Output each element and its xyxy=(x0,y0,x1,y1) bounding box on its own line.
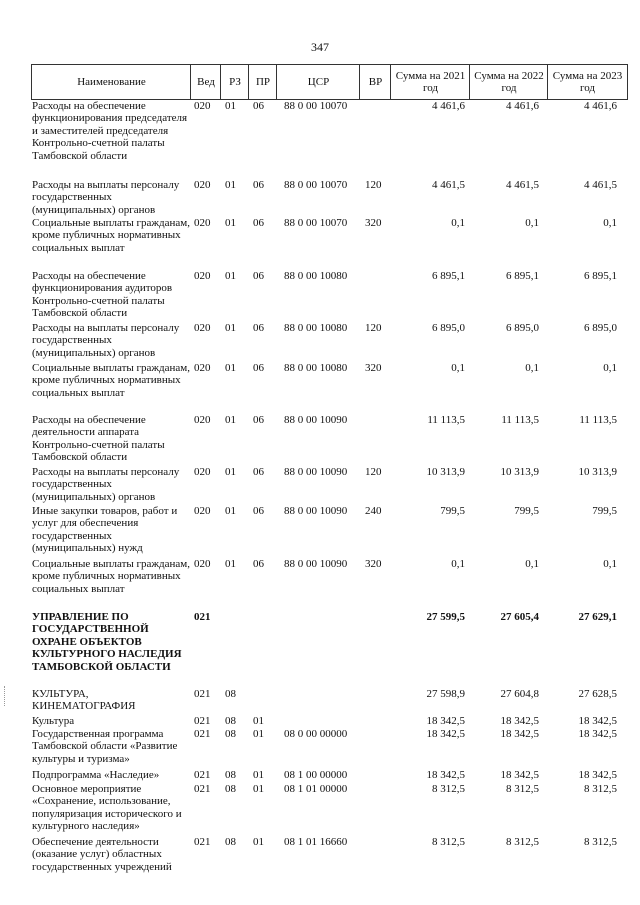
page-number: 347 xyxy=(311,40,329,54)
row-name: Расходы на выплаты персоналу государственных (муниципальных) органов xyxy=(32,179,180,216)
row-sum-2023: 8 312,5 xyxy=(584,783,617,795)
row-sum-2022: 11 113,5 xyxy=(501,414,539,426)
table-header xyxy=(31,64,627,100)
row-rz: 08 xyxy=(225,728,236,740)
row-ved: 021 xyxy=(194,783,211,795)
row-sum-2023: 8 312,5 xyxy=(584,836,617,848)
row-ved: 021 xyxy=(194,836,211,848)
row-pr: 06 xyxy=(253,414,264,426)
row-rz: 01 xyxy=(225,179,236,191)
row-sum-2023: 18 342,5 xyxy=(578,769,617,781)
row-name: Социальные выплаты гражданам, кроме публичных нормативных социальных выплат xyxy=(32,558,190,595)
row-ved: 020 xyxy=(194,414,211,426)
row-pr: 06 xyxy=(253,179,264,191)
row-rz: 01 xyxy=(225,466,236,478)
row-name: Расходы на обеспечение деятельности аппарата Контрольно-счетной палаты Тамбовской области xyxy=(32,414,165,464)
row-rz: 08 xyxy=(225,769,236,781)
budget-table xyxy=(31,64,627,873)
row-pr: 06 xyxy=(253,100,264,112)
row-sum-2022: 0,1 xyxy=(525,558,539,570)
row-sum-2023: 27 628,5 xyxy=(578,688,617,700)
row-rz: 01 xyxy=(225,100,236,112)
row-vr: 120 xyxy=(365,322,382,334)
row-name: Основное мероприятие «Сохранение, использование, популяризация исторического и культурного наследия» xyxy=(32,783,182,833)
row-vr: 320 xyxy=(365,217,382,229)
row-csr: 88 0 00 10080 xyxy=(284,362,348,374)
row-ved: 021 xyxy=(194,688,211,700)
row-sum-2022: 0,1 xyxy=(525,217,539,229)
row-csr: 08 1 01 16660 xyxy=(284,836,348,848)
row-sum-2023: 10 313,9 xyxy=(578,466,617,478)
row-rz: 08 xyxy=(225,688,236,700)
row-csr: 88 0 00 10080 xyxy=(284,270,348,282)
row-ved: 021 xyxy=(194,728,211,740)
row-vr: 120 xyxy=(365,179,382,191)
header-sum-2023: Сумма на 2023 год xyxy=(547,64,628,100)
margin-mark xyxy=(4,686,11,706)
row-sum-2021: 11 113,5 xyxy=(427,414,465,426)
row-csr: 88 0 00 10090 xyxy=(284,505,348,517)
row-sum-2021: 4 461,6 xyxy=(432,100,465,112)
row-sum-2022: 6 895,1 xyxy=(506,270,539,282)
row-csr: 88 0 00 10080 xyxy=(284,322,348,334)
row-sum-2023: 0,1 xyxy=(603,558,617,570)
row-sum-2022: 0,1 xyxy=(525,362,539,374)
row-sum-2021: 8 312,5 xyxy=(432,836,465,848)
row-sum-2022: 8 312,5 xyxy=(506,836,539,848)
row-csr: 88 0 00 10090 xyxy=(284,414,348,426)
row-sum-2023: 0,1 xyxy=(603,362,617,374)
row-vr: 240 xyxy=(365,505,382,517)
row-sum-2023: 0,1 xyxy=(603,217,617,229)
row-csr: 08 1 00 00000 xyxy=(284,769,348,781)
row-pr: 01 xyxy=(253,715,264,727)
row-sum-2021: 0,1 xyxy=(451,558,465,570)
row-ved: 020 xyxy=(194,100,211,112)
row-vr: 320 xyxy=(365,362,382,374)
row-name: Обеспечение деятельности (оказание услуг) областных государственных учреждений xyxy=(32,836,172,873)
row-pr: 01 xyxy=(253,728,264,740)
row-pr: 06 xyxy=(253,558,264,570)
row-pr: 06 xyxy=(253,466,264,478)
row-csr: 08 0 00 00000 xyxy=(284,728,348,740)
row-pr: 01 xyxy=(253,836,264,848)
row-ved: 020 xyxy=(194,217,211,229)
row-csr: 88 0 00 10070 xyxy=(284,179,348,191)
row-sum-2022: 8 312,5 xyxy=(506,783,539,795)
row-sum-2023: 6 895,0 xyxy=(584,322,617,334)
row-ved: 021 xyxy=(194,769,211,781)
header-pr: ПР xyxy=(248,64,277,100)
row-sum-2022: 4 461,6 xyxy=(506,100,539,112)
row-name: Расходы на обеспечение функционирования аудиторов Контрольно-счетной палаты Тамбовской области xyxy=(32,270,173,320)
row-ved: 020 xyxy=(194,505,211,517)
row-name: Социальные выплаты гражданам, кроме публичных нормативных социальных выплат xyxy=(32,217,190,254)
row-name: УПРАВЛЕНИЕ ПО ГОСУДАРСТВЕННОЙ ОХРАНЕ ОБЪЕКТОВ КУЛЬТУРНОГО НАСЛЕДИЯ ТАМБОВСКОЙ ОБЛАСТИ xyxy=(32,611,182,673)
row-sum-2021: 6 895,0 xyxy=(432,322,465,334)
row-csr: 88 0 00 10090 xyxy=(284,558,348,570)
row-sum-2022: 799,5 xyxy=(514,505,539,517)
row-sum-2021: 18 342,5 xyxy=(426,728,465,740)
row-sum-2023: 4 461,5 xyxy=(584,179,617,191)
row-sum-2022: 18 342,5 xyxy=(500,728,539,740)
row-csr: 88 0 00 10070 xyxy=(284,217,348,229)
row-name: Расходы на выплаты персоналу государственных (муниципальных) органов xyxy=(32,322,180,359)
row-rz: 08 xyxy=(225,836,236,848)
row-ved: 021 xyxy=(194,715,211,727)
row-rz: 08 xyxy=(225,715,236,727)
row-rz: 01 xyxy=(225,217,236,229)
row-rz: 01 xyxy=(225,362,236,374)
row-sum-2022: 18 342,5 xyxy=(500,715,539,727)
row-sum-2022: 10 313,9 xyxy=(500,466,539,478)
row-sum-2021: 0,1 xyxy=(451,217,465,229)
row-sum-2022: 6 895,0 xyxy=(506,322,539,334)
row-ved: 020 xyxy=(194,362,211,374)
row-sum-2021: 4 461,5 xyxy=(432,179,465,191)
row-sum-2021: 27 599,5 xyxy=(426,611,465,623)
header-rz: РЗ xyxy=(220,64,249,100)
row-ved: 021 xyxy=(194,611,211,623)
row-sum-2021: 799,5 xyxy=(440,505,465,517)
row-csr: 88 0 00 10090 xyxy=(284,466,348,478)
header-ved: Вед xyxy=(190,64,221,100)
row-name: КУЛЬТУРА, КИНЕМАТОГРАФИЯ xyxy=(32,688,136,713)
row-sum-2022: 4 461,5 xyxy=(506,179,539,191)
row-pr: 06 xyxy=(253,505,264,517)
row-ved: 020 xyxy=(194,179,211,191)
row-rz: 08 xyxy=(225,783,236,795)
row-sum-2023: 11 113,5 xyxy=(579,414,617,426)
header-name: Наименование xyxy=(31,64,191,100)
row-sum-2021: 10 313,9 xyxy=(426,466,465,478)
row-sum-2023: 18 342,5 xyxy=(578,728,617,740)
row-pr: 06 xyxy=(253,362,264,374)
row-pr: 01 xyxy=(253,769,264,781)
row-ved: 020 xyxy=(194,466,211,478)
row-ved: 020 xyxy=(194,322,211,334)
row-pr: 01 xyxy=(253,783,264,795)
row-name: Государственная программа Тамбовской области «Развитие культуры и туризма» xyxy=(32,728,178,765)
row-rz: 01 xyxy=(225,270,236,282)
row-sum-2021: 27 598,9 xyxy=(426,688,465,700)
header-vr: ВР xyxy=(359,64,391,100)
row-name: Расходы на выплаты персоналу государственных (муниципальных) органов xyxy=(32,466,180,503)
header-sum-2022: Сумма на 2022 год xyxy=(469,64,548,100)
row-rz: 01 xyxy=(225,558,236,570)
row-vr: 120 xyxy=(365,466,382,478)
row-pr: 06 xyxy=(253,270,264,282)
row-sum-2021: 0,1 xyxy=(451,362,465,374)
row-pr: 06 xyxy=(253,322,264,334)
header-csr: ЦСР xyxy=(276,64,360,100)
row-sum-2023: 18 342,5 xyxy=(578,715,617,727)
row-csr: 88 0 00 10070 xyxy=(284,100,348,112)
row-sum-2021: 8 312,5 xyxy=(432,783,465,795)
row-sum-2023: 4 461,6 xyxy=(584,100,617,112)
row-sum-2023: 799,5 xyxy=(592,505,617,517)
row-csr: 08 1 01 00000 xyxy=(284,783,348,795)
row-name: Социальные выплаты гражданам, кроме публичных нормативных социальных выплат xyxy=(32,362,190,399)
row-rz: 01 xyxy=(225,414,236,426)
row-rz: 01 xyxy=(225,322,236,334)
row-pr: 06 xyxy=(253,217,264,229)
row-sum-2023: 27 629,1 xyxy=(578,611,617,623)
row-ved: 020 xyxy=(194,270,211,282)
row-sum-2022: 27 604,8 xyxy=(500,688,539,700)
row-sum-2021: 18 342,5 xyxy=(426,769,465,781)
row-name: Подпрограмма «Наследие» xyxy=(32,769,160,781)
row-sum-2023: 6 895,1 xyxy=(584,270,617,282)
header-sum-2021: Сумма на 2021 год xyxy=(390,64,470,100)
row-rz: 01 xyxy=(225,505,236,517)
row-name: Культура xyxy=(32,715,75,727)
row-name: Иные закупки товаров, работ и услуг для обеспечения государственных (муниципальных) нужд xyxy=(32,505,178,555)
row-sum-2022: 27 605,4 xyxy=(500,611,539,623)
row-ved: 020 xyxy=(194,558,211,570)
row-sum-2021: 18 342,5 xyxy=(426,715,465,727)
row-name: Расходы на обеспечение функционирования председателя и заместителей председателя Контрольно-счетной палаты Тамбовской области xyxy=(32,100,188,162)
row-sum-2021: 6 895,1 xyxy=(432,270,465,282)
row-sum-2022: 18 342,5 xyxy=(500,769,539,781)
row-vr: 320 xyxy=(365,558,382,570)
